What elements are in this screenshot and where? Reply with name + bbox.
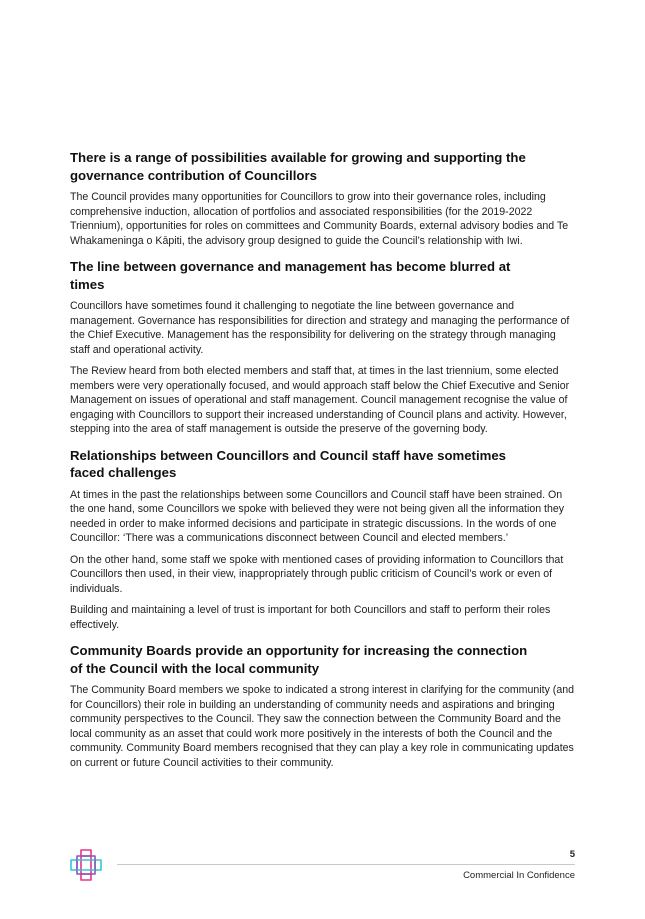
page-number: 5	[569, 849, 575, 860]
section-community-boards	[70, 642, 578, 770]
body-paragraph: Building and maintaining a level of trust is important for both Councillors and staff to perform their roles effectively.	[70, 604, 551, 631]
document-body	[70, 149, 578, 777]
footer-divider	[117, 864, 575, 865]
body-paragraph: The Community Board members we spoke to indicated a strong interest in clarifying for the community (and for Councillors) their role in building an understanding of community needs and aspirations and bringing community perspectives to the Council. They saw the connection between the Community Board and the local community as an asset that could work more positively in the interests of both the Council and the community. Community Board members recognised that they can play a key role in communicating updates on current or future Council activities to their community.	[70, 684, 575, 769]
section-heading: Community Boards provide an opportunity for increasing the connection of the Council with the local community	[70, 643, 528, 676]
body-paragraph: Councillors have sometimes found it challenging to negotiate the line between governance and management. Governance has responsibilities for direction and strategy and managing the performance of the Chief Executive. Management has the responsibility for delivering on the strategy through managing staff and operational activity.	[70, 300, 570, 356]
section-heading: There is a range of possibilities available for growing and supporting the governance contribution of Councillors	[70, 150, 526, 183]
section-heading: Relationships between Councillors and Council staff have sometimes faced challenges	[70, 447, 507, 480]
cross-knot-logo-icon	[69, 848, 103, 882]
section-governance-management-line	[70, 258, 578, 437]
body-paragraph: The Review heard from both elected members and staff that, at times in the last triennium, some elected members were very operationally focused, and would approach staff below the Chief Executive and Senior Management on issues of operational and staff management. Council management recognise the value of engaging with Councillors to support their increased understanding of Council plans and activity. However, stepping into the area of staff management is outside the preserve of the governing body.	[70, 365, 570, 435]
section-councillor-staff-relationships	[70, 447, 578, 633]
body-paragraph: At times in the past the relationships between some Councillors and Council staff have been strained. On the one hand, some Councillors we spoke with believed they were not being given all the information they needed in order to make informed decisions and participate in strategic discussions. In the words of one Councillor: ‘There was a communications disconnect between Council and elected members.’	[70, 488, 565, 544]
body-paragraph: On the other hand, some staff we spoke with mentioned cases of providing information to Councillors that Councillors then used, in their view, inappropriately through public criticism of Council’s work or even of individuals.	[70, 553, 564, 595]
section-governance-contribution	[70, 149, 578, 248]
section-heading: The line between governance and management has become blurred at times	[70, 259, 511, 292]
body-paragraph: The Council provides many opportunities for Councillors to grow into their governance roles, including comprehensive induction, allocation of portfolios and associated responsibilities (for the 2019-2022 Triennium), opportunities for roles on committees and Community Boards, external advisory bodies and Te Whakameninga o Kāpiti, the advisory group designed to guide the Council’s relationship with Iwi.	[70, 191, 569, 247]
confidentiality-label: Commercial In Confidence	[463, 870, 575, 881]
